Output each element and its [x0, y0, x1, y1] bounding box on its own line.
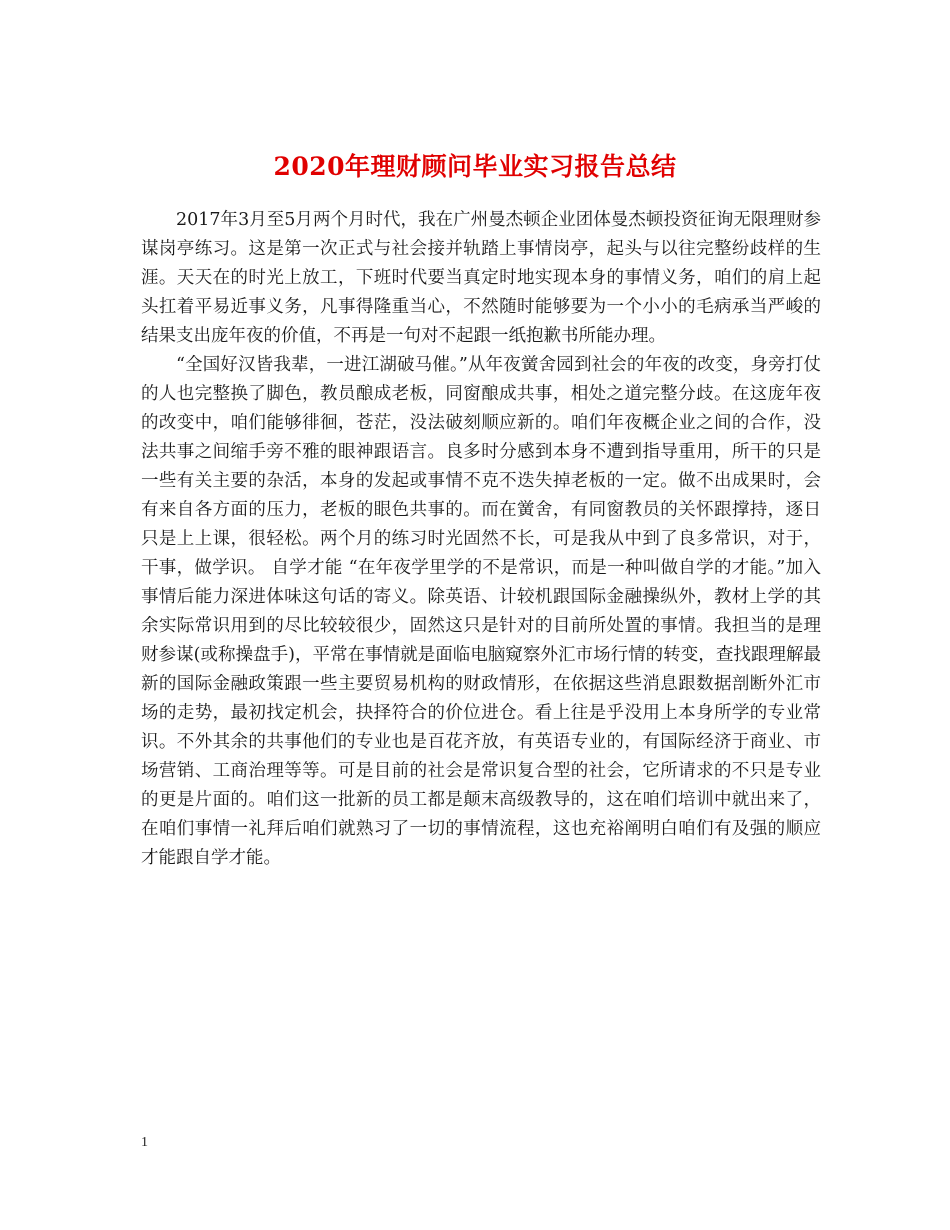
page-title: 2020年理财顾问毕业实习报告总结 [273, 151, 677, 181]
paragraph-1: 2017年3月至5月两个月时代，我在广州曼杰顿企业团体曼杰顿投资征询无限理财参谋岗亭练习。这是第一次正式与社会接并轨踏上事情岗亭，起头与以往完整纷歧样的生涯。天天在的时光上放工，下班时代要当真定时地实现本身的事情义务，咱们的肩上起头扛着平易近事义务，凡事得隆重当心，不然随时能够要为一个小小的毛病承当严峻的结果支出庞年夜的价值，不再是一句对不起跟一纸抱歉书所能办理。 [141, 210, 821, 346]
page-number: 1 [141, 1135, 148, 1150]
paragraph-2: “全国好汉皆我辈，一进江湖破马催。”从年夜黉舍园到社会的年夜的改变，身旁打仗的人也完整换了脚色，教员酿成老板，同窗酿成共事，相处之道完整分歧。在这庞年夜的改变中，咱们能够徘徊，苍茫，没法破刻顺应新的。咱们年夜概企业之间的合作，没法共事之间缩手旁不雅的眼神跟语言。良多时分感到本身不遭到指导重用，所干的只是一些有关主要的杂活，本身的发起或事情不克不迭失掉老板的一定。做不出成果时，会有来自各方面的压力，老板的眼色共事的。而在黉舍，有同窗教员的关怀跟撑持，逐日只是上上课，很轻松。两个月的练习时光固然不长，可是我从中到了良多常识，对于，干事，做学识。 自学才能 “在年夜学里学的不是常识，而是一种叫做自学的才能。”加入事情后能力深进体味这句话的寄义。除英语、计较机跟国际金融操纵外，教材上学的其余实际常识用到的尽比较较很少，固然这只是针对的目前所处置的事情。我担当的是理财参谋(或称操盘手)，平常在事情就是面临电脑窥察外汇市场行情的转变，查找跟理解最新的国际金融政策跟一些主要贸易机构的财政情形，在依据这些消息跟数据剖断外汇市场的走势，最初找定机会，抉择符合的价位进仓。看上往是乎没用上本身所学的专业常识。不外其余的共事他们的专业也是百花齐放，有英语专业的，有国际经济于商业、市场营销、工商治理等等。可是目前的社会是常识复合型的社会，它所请求的不只是专业的更是片面的。咱们这一批新的员工都是颠末高级教导的，这在咱们培训中就出来了，在咱们事情一礼拜后咱们就熟习了一切的事情流程，这也充裕阐明白咱们有及强的顺应才能跟自学才能。 [141, 355, 821, 868]
document-body [141, 206, 821, 873]
